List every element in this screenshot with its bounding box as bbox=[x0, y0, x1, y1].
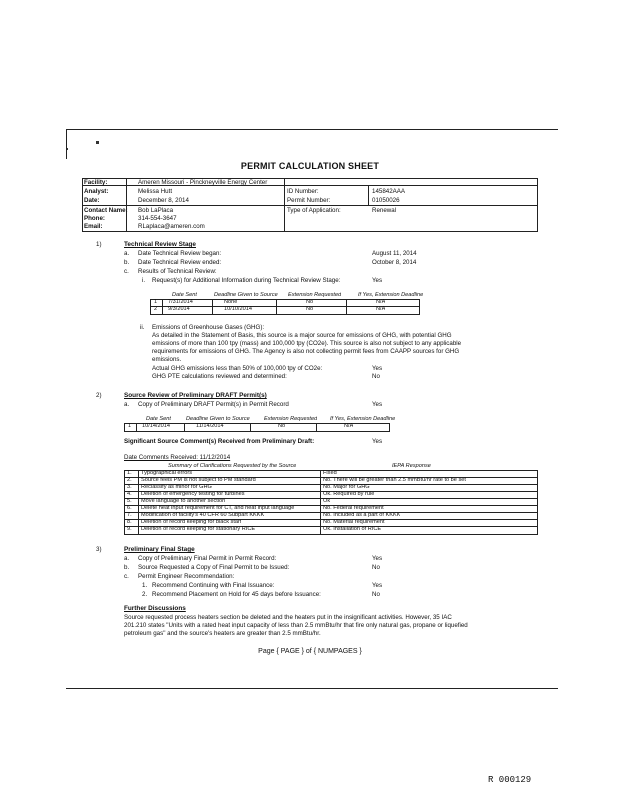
comments-table-cell: 6. bbox=[127, 505, 132, 511]
table-header: Date Sent bbox=[172, 292, 197, 298]
comments-table-header-right: IEPA Response bbox=[392, 463, 431, 469]
ghg-paragraph-line: emissions of more than 100 tpy (mass) and 100,000 tpy (CO2e). This source is also not subject to any applicable bbox=[152, 340, 462, 347]
tech-review-ended-label: Date Technical Review ended: bbox=[138, 259, 222, 266]
hold-value: No bbox=[372, 591, 380, 598]
table-cell: N/A bbox=[376, 299, 386, 305]
scan-mark bbox=[96, 141, 99, 144]
prelim-final-value: Yes bbox=[372, 555, 383, 562]
comments-table-cell: No. Federal requirement bbox=[323, 505, 384, 511]
table-header: Date Sent bbox=[146, 416, 171, 422]
table-cell: None bbox=[224, 299, 238, 305]
phone-label: Phone: bbox=[84, 215, 105, 222]
item-label: b. bbox=[124, 564, 130, 571]
comments-table-cell: 9. bbox=[127, 526, 132, 532]
section-2-heading: Source Review of Preliminary DRAFT Permit(s) bbox=[124, 392, 267, 399]
comments-table-cell: 4. bbox=[127, 491, 132, 497]
ghg-paragraph-line: As detailed in the Statement of Basis, this source is a major source for emissions of GHG, with potential GHG bbox=[152, 332, 452, 339]
comments-table-cell: 5. bbox=[127, 498, 132, 504]
copy-final-value: No bbox=[372, 564, 380, 571]
table-cell: N/A bbox=[344, 423, 354, 429]
table-cell: 11/14/2014 bbox=[196, 423, 224, 429]
application-type-label: Type of Application: bbox=[287, 207, 341, 214]
bates-number: R 000129 bbox=[488, 775, 532, 785]
comments-table-cell: Ok. Installation of RICE bbox=[323, 526, 382, 532]
draft-permit-value: Yes bbox=[372, 401, 383, 408]
comments-table-cell: 7. bbox=[127, 512, 132, 518]
comments-received-date: Date Comments Received: 11/12/2014 bbox=[124, 454, 231, 461]
application-type-value: Renewal bbox=[372, 207, 397, 214]
actual-ghg-value: Yes bbox=[372, 365, 383, 372]
comments-table-cell: 8. bbox=[127, 519, 132, 525]
comments-table-cell: 1. bbox=[127, 470, 132, 476]
comments-table-cell: No. Material requirement bbox=[323, 519, 385, 525]
table-header: If Yes, Extension Deadline bbox=[330, 416, 396, 422]
item-label: 2. bbox=[142, 591, 148, 598]
item-label: a. bbox=[124, 555, 130, 562]
permit-value: 01050026 bbox=[372, 197, 400, 204]
rfi-table-col bbox=[346, 299, 347, 314]
discussion-line: petroleum gas" and the source's heaters are greater than 2.5 mmBtu/hr. bbox=[124, 630, 321, 637]
item-label: c. bbox=[124, 268, 129, 275]
table-header: Extension Requested bbox=[288, 292, 342, 298]
contact-value: Bob LaPlaca bbox=[138, 207, 174, 214]
table-cell: 1 bbox=[154, 299, 158, 305]
discussion-line: 201.210 states "Units with a rated heat input capacity of less than 2.5 mmBtu/hr that fire only natural gas, propane or liquefied bbox=[124, 622, 468, 629]
section-2-number: 2) bbox=[96, 392, 102, 399]
ghg-paragraph-line: requirements for emissions of GHG. The Agency is also not collecting permit fees from CAAPP sources for GHG bbox=[152, 348, 460, 355]
significant-comments-value: Yes bbox=[372, 438, 383, 445]
rfi-table-col bbox=[162, 299, 163, 314]
contact-label: Contact Name: bbox=[84, 207, 128, 214]
further-discussions-heading: Further Discussions bbox=[124, 605, 186, 612]
tech-review-began-label: Date Technical Review began: bbox=[138, 250, 222, 257]
comments-table-cell: No. Major for GHG bbox=[323, 484, 370, 490]
ghg-heading: Emissions of Greenhouse Gases (GHG): bbox=[152, 324, 265, 331]
engineer-recommendation-label: Permit Engineer Recommendation: bbox=[138, 573, 235, 580]
hold-label: Recommend Placement on Hold for 45 days before Issuance: bbox=[152, 591, 321, 598]
draft-table-col bbox=[316, 423, 317, 431]
table-cell: No bbox=[306, 299, 314, 305]
table-header: Extension Requested bbox=[264, 416, 318, 422]
comments-table-cell: Delete heat input requirement for CT, and heat input language bbox=[141, 505, 295, 511]
comments-table-cell: Ok bbox=[323, 498, 331, 504]
item-label: b. bbox=[124, 259, 130, 266]
email-label: Email: bbox=[84, 223, 103, 230]
header-label-col bbox=[126, 178, 127, 231]
permit-label: Permit Number: bbox=[287, 197, 331, 204]
item-label: i. bbox=[142, 277, 146, 284]
analyst-value: Melissa Hutt bbox=[138, 188, 173, 195]
table-cell: N/A bbox=[376, 306, 386, 312]
comments-table-cell: Reclassify as minor for GHG bbox=[141, 484, 212, 490]
draft-table-col bbox=[250, 423, 251, 431]
date-value: December 8, 2014 bbox=[138, 197, 189, 204]
table-cell: 7/31/2014 bbox=[168, 299, 193, 305]
comments-table-cell: Typographical errors bbox=[141, 470, 192, 476]
item-label: c. bbox=[124, 573, 129, 580]
item-label: a. bbox=[124, 401, 130, 408]
tech-review-ended-value: October 8, 2014 bbox=[372, 259, 417, 266]
ghg-paragraph-line: emissions. bbox=[152, 356, 182, 363]
item-label: a. bbox=[124, 250, 130, 257]
additional-info-value: Yes bbox=[372, 277, 383, 284]
comments-table-col bbox=[138, 470, 139, 534]
header-row-line bbox=[82, 205, 537, 206]
tech-review-results-label: Results of Technical Review: bbox=[138, 268, 217, 275]
page-left-rule bbox=[66, 129, 67, 159]
table-header: Deadline Given to Source bbox=[186, 416, 250, 422]
ghg-pte-label: GHG PTE calculations reviewed and determined: bbox=[152, 373, 287, 380]
section-1-number: 1) bbox=[96, 241, 102, 248]
id-value: 145842AAA bbox=[372, 188, 406, 195]
table-cell: 9/3/2014 bbox=[168, 306, 190, 312]
comments-table-cell: Modification of facility's 40 CFR 60 Subpart KKKK bbox=[141, 512, 265, 518]
comments-table-cell: No. There will be greater than 2.5 mmBtu/hr rate to be set bbox=[323, 477, 466, 483]
table-cell: 1 bbox=[128, 423, 132, 429]
item-label: ii. bbox=[140, 324, 145, 331]
email-value: RLaplaca@ameren.com bbox=[138, 223, 205, 230]
rfi-table-col bbox=[212, 299, 213, 314]
table-cell: 10/10/2014 bbox=[224, 306, 252, 312]
table-cell: 2 bbox=[154, 306, 158, 312]
comments-table-cell: Deletion of record keeping for stationary RICE bbox=[141, 526, 256, 532]
facility-label: Facility: bbox=[84, 179, 108, 186]
comments-table-cell: Source feels PM is not subject to PM standard bbox=[141, 477, 256, 483]
prelim-final-label: Copy of Preliminary Final Permit in Permit Record: bbox=[138, 555, 277, 562]
item-label: 1. bbox=[142, 582, 148, 589]
section-3-heading: Preliminary Final Stage bbox=[124, 546, 195, 553]
ghg-pte-value: No bbox=[372, 373, 380, 380]
header-label-col bbox=[368, 185, 369, 205]
continue-final-label: Recommend Continuing with Final Issuance: bbox=[152, 582, 275, 589]
rfi-table-col bbox=[276, 299, 277, 314]
comments-table-cell: Deletion of record keeping for black start bbox=[141, 519, 242, 525]
table-cell: No bbox=[306, 306, 314, 312]
date-label: Date: bbox=[84, 197, 100, 204]
page-number-field: Page { PAGE } of { NUMPAGES } bbox=[258, 648, 362, 655]
draft-table-col bbox=[136, 423, 137, 431]
comments-table-header-left: Summary of Clarifications Requested by the Source bbox=[168, 463, 297, 469]
phone-value: 314-554-3647 bbox=[138, 215, 177, 222]
comments-table-cell: Fixed bbox=[323, 470, 337, 476]
table-header: If Yes, Extension Deadline bbox=[358, 292, 424, 298]
table-cell: 10/14/2014 bbox=[142, 423, 170, 429]
actual-ghg-label: Actual GHG emissions less than 50% of 100,000 tpy of CO2e: bbox=[152, 365, 323, 372]
comments-table-col bbox=[320, 470, 321, 534]
comments-table-cell: Ok. Required by rule bbox=[323, 491, 375, 497]
comments-table-cell: Deletion of emergency testing for turbines bbox=[141, 491, 245, 497]
page-bottom-rule bbox=[66, 688, 558, 689]
comments-table-cell: 2. bbox=[127, 477, 132, 483]
comments-table-cell: 3. bbox=[127, 484, 132, 490]
id-label: ID Number: bbox=[287, 188, 319, 195]
section-1-heading: Technical Review Stage bbox=[124, 241, 196, 248]
additional-info-label: Request(s) for Additional Information during Technical Review Stage: bbox=[152, 277, 341, 284]
copy-final-label: Source Requested a Copy of Final Permit to be Issued: bbox=[138, 564, 290, 571]
draft-table-col bbox=[184, 423, 185, 431]
comments-table-cell: Move language to another section bbox=[141, 498, 226, 504]
table-header: Deadline Given to Source bbox=[214, 292, 278, 298]
continue-final-value: Yes bbox=[372, 582, 383, 589]
page-top-rule bbox=[66, 129, 558, 130]
analyst-label: Analyst: bbox=[84, 188, 109, 195]
tech-review-began-value: August 11, 2014 bbox=[372, 250, 417, 257]
discussion-line: Source requested process heaters section be deleted and the heaters put in the insignificant activities. However, 35 IAC bbox=[124, 614, 452, 621]
table-cell: No bbox=[278, 423, 286, 429]
comments-table-cell: No. Included as a part of KKKK bbox=[323, 512, 401, 518]
significant-comments-label: Significant Source Comment(s) Received from Preliminary Draft: bbox=[124, 438, 315, 445]
section-3-number: 3) bbox=[96, 546, 102, 553]
page-title: PERMIT CALCULATION SHEET bbox=[240, 161, 380, 171]
facility-value: Ameren Missouri - Pinckneyville Energy Center bbox=[138, 179, 268, 186]
draft-permit-label: Copy of Preliminary DRAFT Permit(s) in Permit Record bbox=[138, 401, 289, 408]
